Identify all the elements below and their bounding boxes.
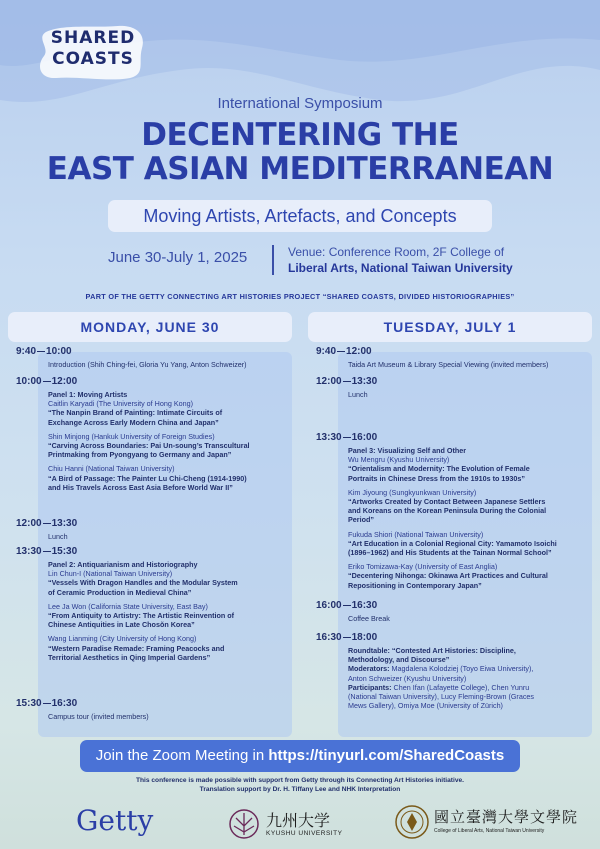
time-dash (343, 437, 351, 438)
slot-time (316, 632, 390, 643)
slot-start: 9:40 (316, 346, 337, 357)
talk-title: Printmaking from Pyongyang to Germany and Japan” (48, 450, 232, 460)
slot-label: Introduction (Shih Ching-fei, Gloria Yu Yang, Anton Schweizer) (48, 360, 247, 369)
slot-end: 15:30 (51, 546, 78, 557)
panel-title: Panel 1: Moving Artists (48, 390, 128, 399)
talk-title: Portraits in Chinese Dress from the 1910s to 1930s” (348, 473, 525, 483)
zoom-banner[interactable] (80, 740, 520, 772)
slot-end: 16:00 (351, 432, 378, 443)
talk-title: Territorial Aesthetics in Qing Imperial Gardens” (48, 652, 211, 662)
talk-title: “Carving Across Boundaries: Pai Un-soung’s Transcultural (48, 441, 250, 451)
slot-start: 13:30 (16, 546, 42, 557)
title-line-2: EAST ASIAN MEDITERRANEAN (46, 151, 554, 187)
slot-time (16, 518, 90, 529)
pre-title: International Symposium (217, 95, 383, 112)
slot-content (348, 614, 600, 623)
talk-title: “Art Education in a Colonial Regional City: Yamamoto Isoichi (348, 538, 557, 548)
slot-time (16, 376, 90, 387)
slot-label: Lunch (48, 532, 68, 541)
slot-start: 15:30 (16, 698, 42, 709)
slot-time (16, 546, 90, 557)
event-date: June 30-July 1, 2025 (108, 249, 248, 266)
panel-title: Panel 2: Antiquarianism and Historiography (48, 560, 198, 569)
role-names: Chen Ifan (Lafayette College), Chen Yunru (391, 682, 530, 692)
panel-title: Panel 3: Visualizing Self and Other (348, 446, 467, 455)
time-dash (37, 351, 45, 352)
sponsor-logos (0, 800, 600, 848)
slot-start: 12:00 (316, 376, 342, 387)
talk-title: and Koreans on the Korean Peninsula During the Colonial (348, 506, 547, 516)
slot-content (48, 390, 310, 492)
talk-title: Roundtable: “Contested Art Histories: Discipline, (348, 646, 516, 655)
speaker: Caitlin Karyadi (The University of Hong Kong) (48, 399, 194, 409)
speaker: Mews Gallery), Omiya Moe (University of Zürich) (348, 701, 503, 711)
ntu-english: College of Liberal Arts, National Taiwan University (434, 828, 545, 834)
talk-title: “From Antiquity to Artistry: The Artistic Reinvention of (48, 611, 235, 621)
venue (288, 244, 528, 276)
slot-start: 13:30 (316, 432, 342, 443)
speaker: Fukuda Shiori (National Taiwan University) (348, 529, 484, 539)
kyushu-emblem-icon (228, 808, 260, 840)
talk-title: “Orientalism and Modernity: The Evolution of Female (348, 464, 530, 474)
slot-end: 16:30 (351, 600, 378, 611)
time-dash (337, 351, 345, 352)
slot-end: 12:00 (51, 376, 78, 387)
slot-time (316, 376, 390, 387)
speaker: Wang Lianming (City University of Hong Kong) (48, 634, 197, 644)
ntu-chinese: 國立臺灣大學文學院 (434, 808, 579, 826)
talk-title: Methodology, and Discourse” (348, 655, 450, 665)
slot-end: 13:30 (51, 518, 78, 529)
slot-label: Taida Art Museum & Library Special Viewing (invited members) (348, 360, 549, 369)
time-dash (43, 551, 51, 552)
getty-logo: Getty (76, 804, 154, 837)
zoom-link[interactable]: https://tinyurl.com/SharedCoasts (268, 747, 505, 764)
title-line-1: DECENTERING THE (141, 117, 459, 153)
talk-title: “A Bird of Passage: The Painter Lu Chi-Cheng (1914-1990) (48, 473, 247, 483)
slot-content (348, 390, 600, 399)
logo-line-1: SHARED (50, 28, 136, 48)
talk-title: (1896–1962) and His Students at the Tainan Normal School” (348, 548, 552, 558)
slot-start: 12:00 (16, 518, 42, 529)
speaker: Anton Schweizer (Kyushu University) (348, 673, 467, 683)
kyushu-kanji: 九州大学 (266, 811, 331, 830)
slot-time (16, 346, 90, 357)
talk-title: “The Nanpin Brand of Painting: Intimate Circuits of (48, 408, 223, 418)
support-line-2: Translation support by Dr. H. Tiffany Lee and NHK Interpretation (199, 786, 401, 793)
talk-title: and His Travels Across East Asia Before World War II” (48, 482, 233, 492)
slot-label: Campus tour (invited members) (48, 712, 149, 721)
talk-title: “Decentering Nihonga: Okinawa Art Practices and Cultural (348, 571, 548, 581)
slot-time (16, 698, 90, 709)
slot-end: 18:00 (351, 632, 378, 643)
speaker: Lee Ja Won (California State University, East Bay) (48, 601, 208, 611)
header-divider (272, 245, 274, 275)
slot-start: 16:30 (316, 632, 342, 643)
time-dash (343, 381, 351, 382)
slot-content (48, 532, 310, 541)
slot-time (316, 432, 390, 443)
slot-end: 12:00 (346, 346, 372, 357)
talk-title: “Vessels With Dragon Handles and the Modular System (48, 578, 238, 588)
talk-title: Exchange Across Early Modern China and Japan” (48, 417, 219, 427)
zoom-prefix: Join the Zoom Meeting in (95, 747, 269, 764)
logo-line-2: COASTS (52, 49, 134, 69)
time-dash (343, 637, 351, 638)
slot-end: 10:00 (46, 346, 72, 357)
slot-content (348, 646, 600, 710)
slot-content (348, 360, 600, 369)
time-dash (43, 381, 51, 382)
ntu-seal-icon (394, 804, 430, 840)
speaker: (National Taiwan University), Lucy Fleming-Brown (Graces (348, 692, 535, 702)
ntu-logo (394, 804, 594, 844)
subtitle: Moving Artists, Artefacts, and Concepts (108, 200, 492, 232)
slot-time (316, 346, 390, 357)
role-names: Magdalena Kolodziej (Toyo Eiwa University), (389, 664, 534, 674)
time-dash (43, 703, 51, 704)
talk-title: Chinese Antiquities in Late Chosŏn Korea” (48, 620, 195, 630)
venue-line-1: Venue: Conference Room, 2F College of (288, 245, 505, 259)
speaker: Chiu Hanni (National Taiwan University) (48, 464, 175, 474)
speaker: Wu Mengru (Kyushu University) (348, 455, 450, 465)
page-title (0, 118, 600, 186)
talk-title: of Ceramic Production in Medieval China” (48, 587, 192, 597)
speaker: Lin Chun-I (National Taiwan University) (48, 569, 173, 579)
support-text (0, 776, 600, 794)
slot-start: 9:40 (16, 346, 37, 357)
talk-title: “Artworks Created by Contact Between Japanese Settlers (348, 497, 546, 507)
speaker: Shin Minjong (Hankuk University of Foreign Studies) (48, 431, 215, 441)
talk-title: Period” (348, 515, 374, 525)
venue-line-2: Liberal Arts, National Taiwan University (288, 261, 513, 275)
slot-start: 10:00 (16, 376, 42, 387)
speaker: Kim Jiyoung (Sungkyunkwan University) (348, 487, 477, 497)
tuesday-header: TUESDAY, JULY 1 (308, 312, 592, 342)
slot-time (316, 600, 390, 611)
slot-content (48, 360, 310, 369)
slot-end: 16:30 (51, 698, 78, 709)
project-line: PART OF THE GETTY CONNECTING ART HISTORIES PROJECT “SHARED COASTS, DIVIDED HISTORIOGRAPHIES” (85, 292, 515, 301)
role-label: Moderators: (348, 664, 390, 674)
shared-coasts-logo (38, 22, 148, 82)
slot-content (348, 446, 600, 590)
slot-content (48, 560, 310, 662)
slot-label: Lunch (348, 390, 368, 399)
role-label: Participants: (348, 682, 392, 692)
slot-end: 13:30 (351, 376, 378, 387)
kyushu-english: KYUSHU UNIVERSITY (266, 830, 343, 837)
slot-label: Coffee Break (348, 614, 390, 623)
role-line (348, 683, 600, 692)
talk-title: “Western Paradise Remade: Framing Peacocks and (48, 643, 225, 653)
speaker: Eriko Tomizawa-Kay (University of East Anglia) (348, 562, 498, 572)
slot-content (48, 712, 310, 721)
role-line (348, 664, 600, 673)
talk-title: Repositioning in Contemporary Japan” (348, 580, 482, 590)
slot-start: 16:00 (316, 600, 342, 611)
time-dash (43, 523, 51, 524)
support-line-1: This conference is made possible with support from Getty through its Connecting Art Histories initiative. (135, 777, 465, 784)
time-dash (343, 605, 351, 606)
monday-header: MONDAY, JUNE 30 (8, 312, 292, 342)
